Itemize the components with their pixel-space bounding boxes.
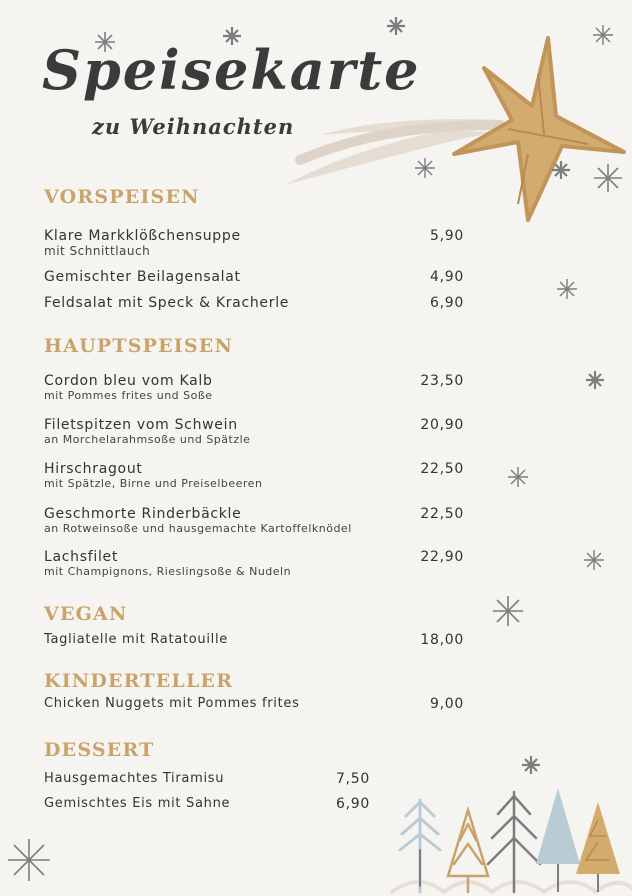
menu-item-description: an Rotweinsoße und hausgemachte Kartoffelknödel <box>44 522 352 535</box>
sparkle-star-icon <box>492 595 524 627</box>
menu-item-price: 5,90 <box>430 228 464 244</box>
menu-item-description: mit Pommes frites und Soße <box>44 389 213 402</box>
menu-item <box>44 373 464 403</box>
menu-item-price: 22,90 <box>420 549 464 565</box>
sparkle-star-icon <box>7 838 51 882</box>
menu-item-price: 22,50 <box>420 506 464 522</box>
sparkle-star-icon <box>507 466 529 488</box>
menu-item-price: 6,90 <box>430 295 464 311</box>
menu-item-price: 23,50 <box>420 373 464 389</box>
menu-item-name: Hirschragout <box>44 461 143 477</box>
section-title-dessert: DESSERT <box>44 739 155 761</box>
sparkle-star-icon <box>385 15 407 37</box>
menu-item-name: Klare Markklößchensuppe <box>44 228 241 244</box>
menu-item <box>44 228 464 258</box>
sparkle-star-icon <box>584 369 606 391</box>
menu-item-name: Geschmorte Rinderbäckle <box>44 506 242 522</box>
menu-item <box>44 269 464 285</box>
menu-item-name: Filetspitzen vom Schwein <box>44 417 238 433</box>
menu-item <box>44 506 464 536</box>
menu-item-price: 4,90 <box>430 269 464 285</box>
menu-item-description: mit Schnittlauch <box>44 244 151 258</box>
christmas-trees-icon <box>388 780 632 896</box>
sparkle-star-icon <box>550 159 572 181</box>
menu-item <box>44 549 464 579</box>
shooting-star-icon <box>448 34 628 224</box>
menu-item-name: Gemischter Beilagensalat <box>44 269 241 285</box>
menu-item <box>44 632 464 648</box>
menu-item <box>44 461 464 491</box>
menu-item-description: an Morchelarahmsoße und Spätzle <box>44 433 251 446</box>
menu-item-name: Hausgemachtes Tiramisu <box>44 771 225 786</box>
menu-item-name: Lachsfilet <box>44 549 119 565</box>
menu-item-price: 18,00 <box>420 632 464 648</box>
menu-item-name: Chicken Nuggets mit Pommes frites <box>44 696 300 711</box>
sparkle-star-icon <box>414 157 436 179</box>
sparkle-star-icon <box>592 24 614 46</box>
section-title-vorspeisen: VORSPEISEN <box>44 186 200 208</box>
page-subtitle: zu Weihnachten <box>92 114 295 139</box>
menu-item-price: 22,50 <box>420 461 464 477</box>
sparkle-star-icon <box>556 278 578 300</box>
menu-item-name: Gemischtes Eis mit Sahne <box>44 796 231 811</box>
section-title-kinderteller: KINDERTELLER <box>44 670 234 692</box>
menu-item-description: mit Champignons, Rieslingsoße & Nudeln <box>44 565 292 578</box>
menu-item-price: 9,00 <box>430 696 464 712</box>
menu-item-price: 7,50 <box>336 771 370 787</box>
section-title-vegan: VEGAN <box>44 603 128 625</box>
menu-item <box>44 295 464 311</box>
menu-item-name: Cordon bleu vom Kalb <box>44 373 213 389</box>
sparkle-star-icon <box>593 163 623 193</box>
menu-item-price: 20,90 <box>420 417 464 433</box>
sparkle-star-icon <box>583 549 605 571</box>
menu-item-name: Feldsalat mit Speck & Kracherle <box>44 295 290 311</box>
menu-item-name: Tagliatelle mit Ratatouille <box>44 632 228 647</box>
menu-item <box>44 417 464 447</box>
menu-item <box>44 696 464 712</box>
sparkle-star-icon <box>520 754 542 776</box>
page-title: Speisekarte <box>42 38 421 102</box>
menu-item <box>44 771 370 787</box>
section-title-hauptspeisen: HAUPTSPEISEN <box>44 335 234 357</box>
menu-item <box>44 796 370 812</box>
menu-item-price: 6,90 <box>336 796 370 812</box>
menu-item-description: mit Spätzle, Birne und Preiselbeeren <box>44 477 263 490</box>
